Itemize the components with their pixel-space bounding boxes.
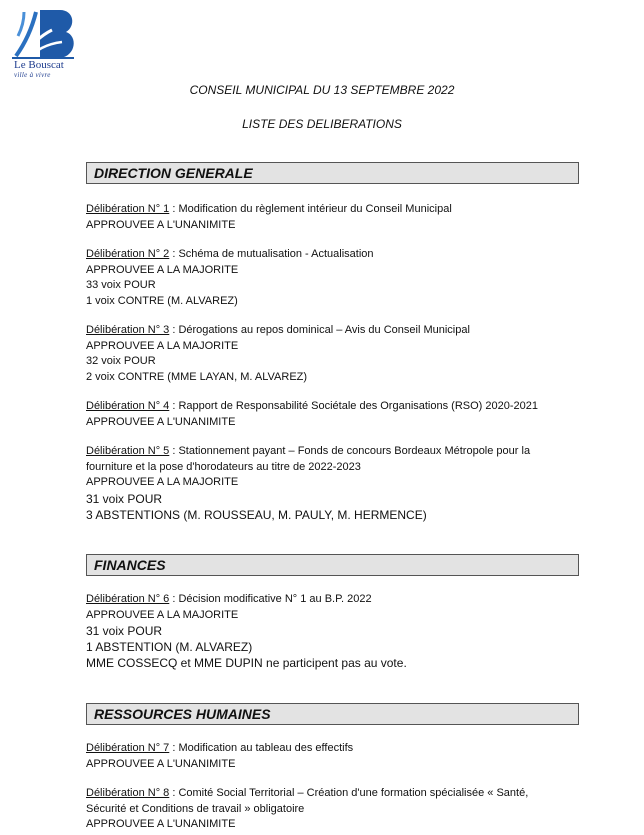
section-header-finances bbox=[86, 554, 579, 576]
vote-result: APPROUVEE A LA MAJORITE bbox=[86, 476, 239, 488]
deliberation-number: Délibération N° 6 bbox=[86, 593, 170, 605]
vote-count: 1 voix CONTRE (M. ALVAREZ) bbox=[86, 294, 238, 307]
deliberation-heading bbox=[86, 786, 581, 802]
deliberation-item-1 bbox=[86, 202, 581, 233]
section-title: RESSOURCES HUMAINES bbox=[94, 706, 271, 722]
vote-count: 1 ABSTENTION (M. ALVAREZ) bbox=[86, 640, 253, 654]
deliberation-item-8 bbox=[86, 786, 581, 833]
section-header-ressources-humaines bbox=[86, 703, 579, 725]
vote-result: APPROUVEE A LA MAJORITE bbox=[86, 339, 239, 352]
deliberation-number: Délibération N° 7 bbox=[86, 742, 170, 754]
deliberation-number: Délibération N° 8 bbox=[86, 787, 170, 799]
vote-count: 3 ABSTENTIONS (M. ROUSSEAU, M. PAULY, M. HERMENCE) bbox=[86, 507, 427, 522]
deliberation-number: Délibération N° 4 bbox=[86, 400, 170, 412]
deliberation-number: Délibération N° 3 bbox=[86, 324, 170, 336]
section-title: DIRECTION GENERALE bbox=[94, 165, 253, 181]
page-title: CONSEIL MUNICIPAL DU 13 SEPTEMBRE 2022 bbox=[189, 83, 455, 97]
deliberation-subject: Modification du règlement intérieur du Conseil Municipal bbox=[178, 203, 452, 215]
vote-result: APPROUVEE A L'UNANIMITE bbox=[86, 818, 236, 830]
deliberation-heading bbox=[86, 202, 581, 218]
deliberation-item-2 bbox=[86, 247, 581, 309]
deliberation-heading bbox=[86, 399, 581, 415]
vote-count: 31 voix POUR bbox=[86, 491, 163, 506]
deliberation-number: Délibération N° 1 bbox=[86, 203, 170, 215]
deliberation-subject: Décision modificative N° 1 au B.P. 2022 bbox=[178, 593, 372, 605]
deliberation-number: Délibération N° 5 bbox=[86, 445, 170, 457]
vote-result: APPROUVEE A L'UNANIMITE bbox=[86, 415, 236, 428]
separator: : bbox=[169, 203, 179, 215]
deliberation-subject-continued: fourniture et la pose d'horodateurs au titre de 2022-2023 bbox=[86, 460, 361, 473]
section-header-direction-generale bbox=[86, 162, 579, 184]
deliberation-item-4 bbox=[86, 399, 581, 430]
separator: : bbox=[169, 248, 179, 260]
deliberation-heading bbox=[86, 247, 581, 263]
deliberation-item-3 bbox=[86, 323, 581, 385]
vote-result: APPROUVEE A L'UNANIMITE bbox=[86, 757, 236, 770]
vote-count: 32 voix POUR bbox=[86, 355, 156, 367]
deliberation-subject: Modification au tableau des effectifs bbox=[178, 742, 354, 754]
deliberation-heading bbox=[86, 592, 581, 608]
deliberation-heading bbox=[86, 323, 581, 339]
deliberation-subject: Schéma de mutualisation - Actualisation bbox=[178, 248, 374, 260]
page-subtitle: LISTE DES DELIBERATIONS bbox=[242, 117, 402, 131]
deliberation-item-5 bbox=[86, 444, 581, 523]
deliberation-subject: Comité Social Territorial – Création d'une formation spécialisée « Santé, bbox=[178, 787, 529, 799]
vote-count: 2 voix CONTRE (MME LAYAN, M. ALVAREZ) bbox=[86, 370, 308, 383]
separator: : bbox=[169, 445, 179, 457]
deliberation-subject-continued: Sécurité et Conditions de travail » obligatoire bbox=[86, 802, 305, 815]
deliberation-number: Délibération N° 2 bbox=[86, 248, 170, 260]
vote-count: 33 voix POUR bbox=[86, 279, 156, 291]
separator: : bbox=[169, 400, 179, 412]
logo-town-name: Le Bouscat bbox=[14, 59, 64, 71]
vote-result: APPROUVEE A L'UNANIMITE bbox=[86, 218, 236, 231]
deliberation-subject: Stationnement payant – Fonds de concours Bordeaux Métropole pour la bbox=[178, 445, 531, 457]
deliberation-heading bbox=[86, 444, 581, 460]
vote-note: MME COSSECQ et MME DUPIN ne participent pas au vote. bbox=[86, 656, 407, 670]
vote-count: 31 voix POUR bbox=[86, 624, 163, 638]
separator: : bbox=[169, 742, 179, 754]
deliberation-subject: Rapport de Responsabilité Sociétale des Organisations (RSO) 2020-2021 bbox=[178, 400, 538, 412]
deliberation-item-6 bbox=[86, 592, 581, 671]
section-title: FINANCES bbox=[94, 557, 166, 573]
logo-tagline: ville à vivre bbox=[14, 71, 51, 79]
separator: : bbox=[169, 593, 179, 605]
separator: : bbox=[169, 324, 179, 336]
vote-result: APPROUVEE A LA MAJORITE bbox=[86, 263, 239, 276]
vote-result: APPROUVEE A LA MAJORITE bbox=[86, 608, 239, 621]
separator: : bbox=[169, 787, 179, 799]
deliberation-heading bbox=[86, 741, 581, 757]
deliberation-item-7 bbox=[86, 741, 581, 772]
deliberation-subject: Dérogations au repos dominical – Avis du Conseil Municipal bbox=[178, 324, 470, 336]
